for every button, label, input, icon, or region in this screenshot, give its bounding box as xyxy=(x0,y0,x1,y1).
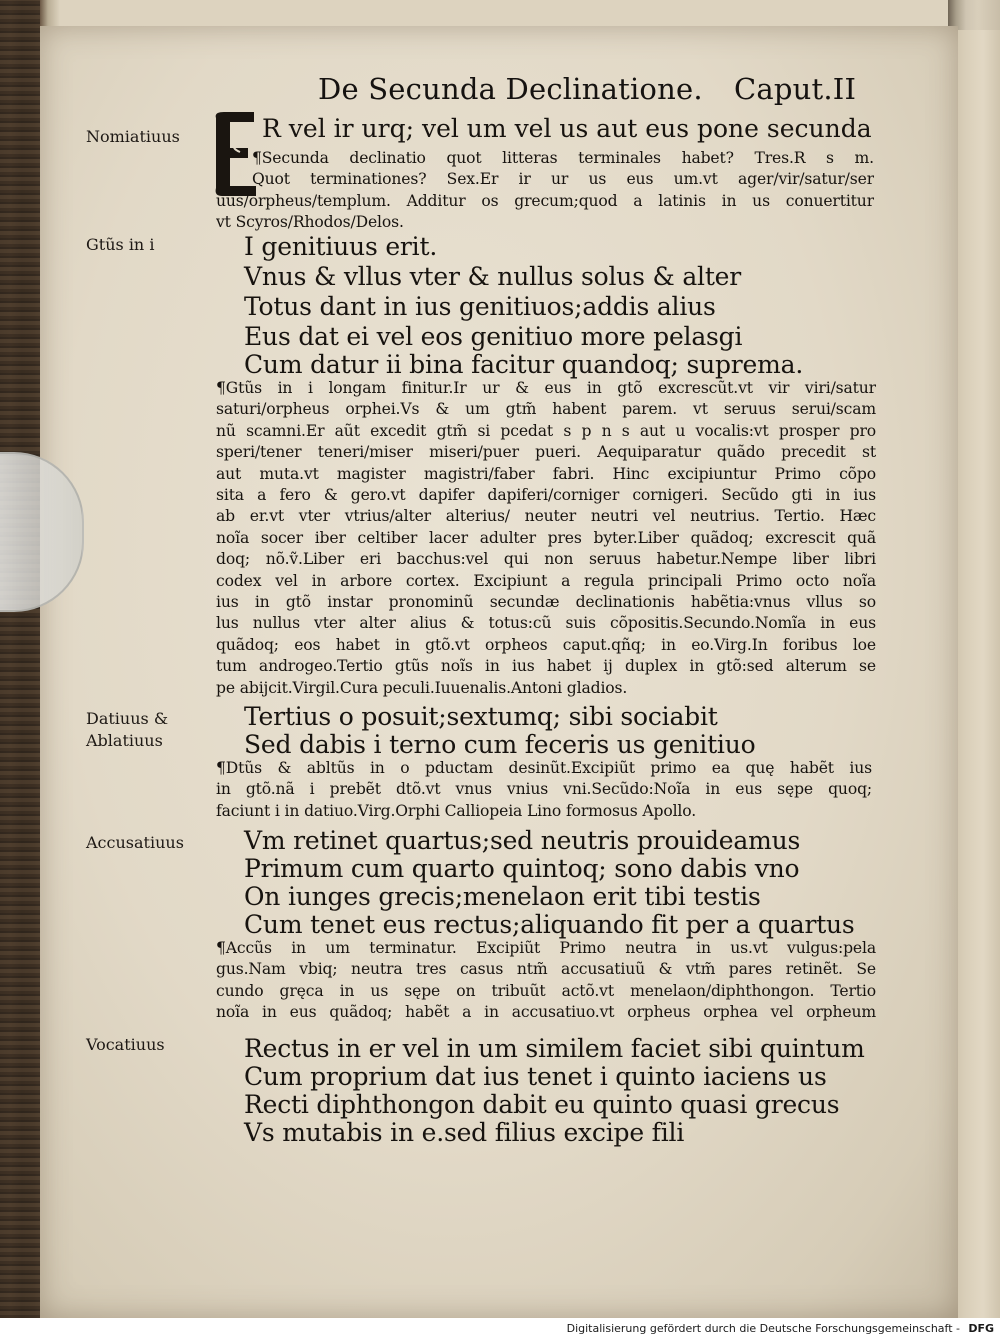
margin-note-vocativus: Vocatiuus xyxy=(86,1035,165,1054)
commentary-line: ab er.vt vter vtrius/alter alterius/ neuter neutri vel neutrius. Tertio. Hæc xyxy=(216,507,876,526)
commentary-line: noĩa in eus quãdoq; habẽt a in accusatiuo.vt orpheus orphea vel orpheum xyxy=(216,1003,876,1022)
margin-note-dativus: Datiuus & xyxy=(86,709,169,728)
commentary-line: codex vel in arbore cortex. Excipiunt a regula principali Primo octo noĩa xyxy=(216,571,876,590)
commentary-line: ¶Accũs in um terminatur. Excipiũt Primo neutra in us.vt vulgus:pela xyxy=(216,939,876,957)
commentary-block-2 xyxy=(216,378,876,699)
digitization-footer xyxy=(0,1318,1000,1341)
dfg-logo: DFG xyxy=(968,1322,994,1335)
verse-line-11: On iunges grecis;menelaon erit tibi testis xyxy=(244,882,761,911)
commentary-block-1 xyxy=(252,148,874,191)
commentary-block-3 xyxy=(216,758,872,822)
commentary-line: nũ scamni.Er aũt excedit gtm̃ si pcedat s p n s aut u vocalis:vt prosper pro xyxy=(216,421,876,440)
commentary-line: uus/orpheus/templum. Additur os grecum;quod a latinis in us conuertitur xyxy=(216,192,874,210)
commentary-line: lus nullus vter alter alius & totus:cũ suis cõpositis.Secundo.Nomĩa in eus xyxy=(216,614,876,633)
commentary-line: gus.Nam vbiq; neutra tres casus ntm̃ accusatiuũ & vtm̃ pares retinẽt. Se xyxy=(216,960,876,979)
verse-line-13: Rectus in er vel in um similem faciet sibi quintum xyxy=(244,1034,865,1063)
verse-line-2: I genitiuus erit. xyxy=(244,232,438,261)
commentary-line: ¶Dtũs & abltũs in o pductam desinũt.Excipiũt primo ea quę habẽt ius xyxy=(216,759,872,777)
commentary-block-4 xyxy=(216,938,876,1024)
commentary-line: ¶Gtũs in i longam finitur.Ir ur & eus in gtõ excrescũt.vt vir viri/satur xyxy=(216,379,876,397)
commentary-line: speri/tener teneri/miser miseri/puer pueri. Aequiparatur quãdo precedit st xyxy=(216,443,876,462)
verse-line-15: Recti diphthongon dabit eu quinto quasi grecus xyxy=(244,1090,840,1119)
verse-line-5: Eus dat ei vel eos genitiuo more pelasgi xyxy=(244,322,743,351)
commentary-line: ¶Secunda declinatio quot litteras terminales habet? Tres.R s m. xyxy=(252,149,874,167)
margin-note-accusativus: Accusatiuus xyxy=(86,833,184,852)
verse-line-10: Primum cum quarto quintoq; sono dabis vno xyxy=(244,854,800,883)
commentary-line: tum androgeo.Tertio gtũs noĩs in ius habet ij duplex in gtõ:sed alterum se xyxy=(216,657,876,676)
commentary-line: cundo gręca in us sępe on tribuũt actõ.vt menelaon/diphthongon. Tertio xyxy=(216,981,876,1000)
verse-line-12: Cum tenet eus rectus;aliquando fit per a quartus xyxy=(244,910,855,939)
commentary-line: faciunt i in datiuo.Virg.Orphi Calliopeia Lino formosus Apollo. xyxy=(216,801,697,820)
commentary-line: quãdoq; eos habet in gtõ.vt orpheos caput.qñq; in eo.Virg.In foribus loe xyxy=(216,635,876,654)
funding-credit: Digitalisierung gefördert durch die Deutsche Forschungsgemeinschaft - xyxy=(566,1322,960,1335)
commentary-line: sita a fero & gero.vt dapifer dapiferi/corniger cornigeri. Secũdo gti in ius xyxy=(216,486,876,505)
verse-line-3: Vnus & vllus vter & nullus solus & alter xyxy=(244,262,742,291)
margin-note-ablativus: Ablatiuus xyxy=(86,731,163,750)
commentary-line: Quot terminationes? Sex.Er ir ur us eus um.vt ager/vir/satur/ser xyxy=(252,170,874,189)
verse-line-1: R vel ir urq; vel um vel us aut eus pone secunda xyxy=(262,114,872,143)
verse-line-8: Sed dabis i terno cum feceris us genitiuo xyxy=(244,730,756,759)
verse-line-6: Cum datur ii bina facitur quandoq; suprema. xyxy=(244,350,804,379)
margin-note-genitivus: Gtũs in i xyxy=(86,235,155,254)
commentary-line: ius in gtõ instar pronominũ secundæ declinationis habẽtia:vnus vllus so xyxy=(216,593,876,612)
commentary-line: noĩa socer iber celtiber lacer adulter pres byter.Liber quãdoq; excrescit quã xyxy=(216,528,876,547)
commentary-block-1b xyxy=(216,191,874,234)
verse-line-9: Vm retinet quartus;sed neutris prouideamus xyxy=(244,826,801,855)
commentary-line: aut muta.vt magister magistri/faber fabri. Hinc excipiuntur Primo cõpo xyxy=(216,464,876,483)
chapter-number: Caput.II xyxy=(734,72,857,106)
margin-note-nominativus: Nomiatiuus xyxy=(86,127,180,146)
commentary-line: saturi/orpheus orphei.Vs & um gtm̃ habent parem. vt seruus serui/scam xyxy=(216,400,876,419)
page-title: De Secunda Declinatione. xyxy=(318,72,703,106)
commentary-line: doq; nõ.ṽ.Liber eri bacchus:vel qui non seruus habetur.Nempe liber libri xyxy=(216,550,876,569)
verse-line-7: Tertius o posuit;sextumq; sibi sociabit xyxy=(244,702,718,731)
commentary-line: pe abijcit.Virgil.Cura peculi.Iuuenalis.Antoni gladios. xyxy=(216,678,628,697)
verse-line-14: Cum proprium dat ius tenet i quinto iaciens us xyxy=(244,1062,827,1091)
verse-line-4: Totus dant in ius genitiuos;addis alius xyxy=(244,292,716,321)
commentary-line: in gtõ.nã i prebẽt dtõ.vt vnus vnius vni.Secũdo:Noĩa in eus sępe quoq; xyxy=(216,780,872,799)
commentary-line: vt Scyros/Rhodos/Delos. xyxy=(216,213,404,232)
verse-line-16: Vs mutabis in e.sed filius excipe fili xyxy=(244,1118,685,1147)
